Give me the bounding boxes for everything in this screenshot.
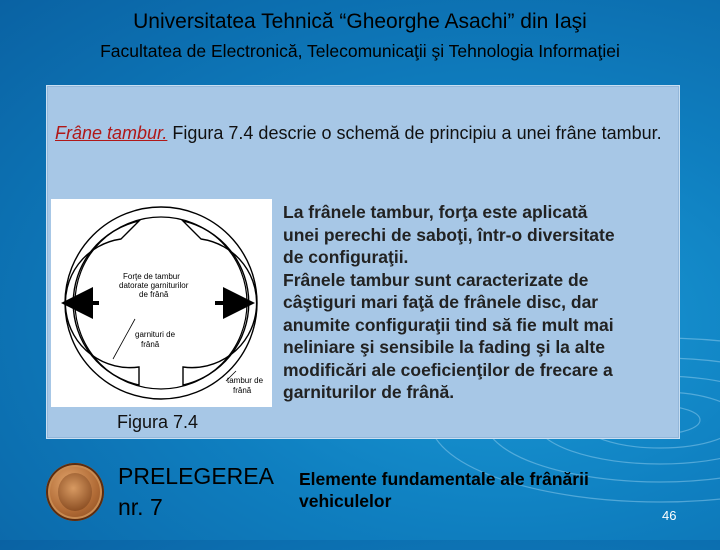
description-line: La frânele tambur, forţa este aplicată xyxy=(283,202,588,222)
figure-label-forces-1: Forţe de tambur xyxy=(123,272,180,281)
lecture-number xyxy=(118,461,274,523)
course-title-line2: vehiculelor xyxy=(299,491,392,511)
description-line: Frânele tambur sunt caracterizate de xyxy=(283,269,589,290)
figure-label-forces-3: de frână xyxy=(139,290,169,299)
figure-label-linings-2: frână xyxy=(141,340,160,349)
course-title-line1: Elemente fundamentale ale frânării xyxy=(299,469,589,489)
university-title: Universitatea Tehnică “Gheorghe Asachi” din Iaşi xyxy=(133,10,587,33)
figure-label-linings-1: garnituri de xyxy=(135,330,176,339)
description-line: anumite configuraţii tind să fie mult mai xyxy=(283,314,614,335)
description-line: de configuraţii. xyxy=(283,247,409,267)
figure-label-drum-2: frână xyxy=(233,386,252,395)
description-paragraph xyxy=(283,201,673,404)
drum-brake-figure xyxy=(51,199,272,407)
description-line: unei perechi de saboţi, într-o diversitate xyxy=(283,224,615,245)
intro-paragraph xyxy=(55,123,663,143)
description-line: câştiguri mari faţă de frânele disc, dar xyxy=(283,292,599,312)
faculty-title: Facultatea de Electronică, Telecomunicaţii şi Tehnologia Informaţiei xyxy=(100,41,620,61)
intro-keyword: Frâne tambur. xyxy=(55,123,168,143)
university-medal-icon xyxy=(46,463,104,521)
figure-label-forces-2: datorate garniturilor xyxy=(119,281,189,290)
description-line: neliniare şi sensibile la fading şi la alte xyxy=(283,337,605,357)
lecture-label: PRELEGEREA xyxy=(118,463,274,489)
figure-label-drum-1: tambur de xyxy=(227,376,264,385)
course-title xyxy=(299,468,589,512)
figure-caption: Figura 7.4 xyxy=(117,412,199,432)
drum-brake-diagram xyxy=(51,199,272,407)
description-line: garniturilor de frână. xyxy=(283,382,455,402)
page-number: 46 xyxy=(662,508,677,523)
lecture-index: nr. 7 xyxy=(118,494,163,520)
intro-text: Figura 7.4 descrie o schemă de principiu a unei frâne tambur. xyxy=(167,123,662,143)
description-line: modificări ale coeficienţilor de frecare a xyxy=(283,359,613,380)
